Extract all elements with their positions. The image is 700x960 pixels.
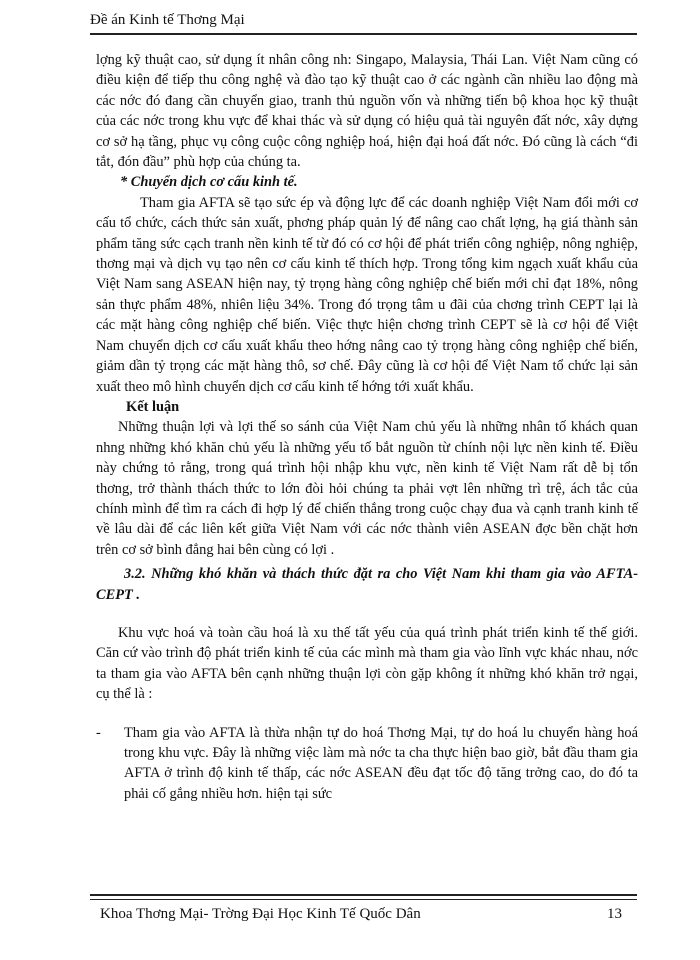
bullet-marker: - [96,724,101,741]
paragraph-4: Khu vực hoá và toàn cầu hoá là xu thế tất yếu của quá trình phát triển kinh tế thế giới. Căn cứ vào trình độ phát triển kinh tế của các mình mà tham gia vào lĩnh vực khác nhau, nớc ta tham gia vào AFTA bên cạnh những thuận lợi còn gặp không ít những khó khăn trở ngại, cụ thể là : [96,624,638,703]
bullet-text-1: Tham gia vào AFTA là thừa nhận tự do hoá Thơng Mại, tự do hoá lu chuyển hàng hoá trong khu vực. Đây là những việc làm mà nớc ta cha thực hiện bao giờ, bắt đầu tham gia AFTA ở trình độ kinh tế thấp, các nớc ASEAN đều đạt tốc độ tăng trởng cao, do đó ta phải cố gắng nhiều hơn. hiện tại sức [124,724,638,802]
bullet-item-1 [96,723,638,805]
header-divider [90,33,637,35]
footer-divider-thin [90,899,637,900]
section-heading-3-2: 3.2. Những khó khăn và thách thức đặt ra cho Việt Nam khi tham gia vào AFTA-CEPT . [96,566,638,603]
conclusion-heading: Kết luận [126,398,180,415]
footer-institution: Khoa Thơng Mại- Trờng Đại Học Kinh Tế Quốc Dân [100,906,421,922]
page-number: 13 [607,906,622,922]
footer-divider-thick [90,894,637,896]
paragraph-3: Những thuận lợi và lợi thế so sánh của Việt Nam chủ yếu là những nhân tố khách quan nhng những khó khăn chủ yếu là những yếu tố bắt nguồn từ chính nội lực nền kinh tế. Điều này chứng tỏ rằng, trong quá trình hội nhập khu vực, nền kinh tế Việt Nam rất dễ bị tổn thơng, trở thành thách thức to lớn đòi hỏi chúng ta phải vợt lên những trì trệ, ách tắc của chính mình để tìm ra cách đi hợp lý để chiến thắng trong cuộc chạy đua và cạnh tranh kinh tế về lâu dài để các liên kết giữa Việt Nam với các nớc thành viên ASEAN đợc bền chặt hơn trên cơ sở bình đẳng hai bên cùng có lợi . [96,419,638,558]
document-body [96,50,638,804]
paragraph-2: Tham gia AFTA sẽ tạo sức ép và động lực để các doanh nghiệp Việt Nam đổi mới cơ cấu tổ chức, cách thức sản xuất, phơng pháp quản lý để nâng cao chất lợng, hạ giá thành sản phẩm tăng sức cạch tranh nền kinh tế từ đó có cơ hội để phát triển công nghiệp, nông nghiệp, thơng mại và dịch vụ tạo nên cơ cấu kinh tế thích hợp. Trong tổng kim ngạch xuất khẩu của Việt Nam sang ASEAN hiện nay, tỷ trọng hàng công nghiệp chế biến mới chỉ đạt 18%, nông sản thực phẩm 48%, nhiên liệu 34%. Trong đó trọng tâm u đãi của chơng trình CEPT lại là các mặt hàng công nghiệp chế biến. Việc thực hiện chơng trình CEPT sẽ là cơ hội để Việt Nam chuyển dịch cơ cấu xuất khẩu theo hớng nâng cao tỷ trọng hàng công nghiệp chế biến, giảm dần tỷ trọng các mặt hàng thô, sơ chế. Đây cũng là cơ hội để Việt Nam tổ chức lại sản xuất theo mô hình chuyển dịch cơ cấu kinh tế hớng tới xuất khẩu. [96,194,638,395]
paragraph-1: lợng kỹ thuật cao, sử dụng ít nhân công nh: Singapo, Malaysia, Thái Lan. Việt Nam cũng có điều kiện để tiếp thu công nghệ và đào tạo kỹ thuật cao ở các ngành cần nhiều lao động mà các nớc đó đang cần chuyển giao, tranh thủ nguồn vốn và những tiến bộ khoa học kỹ thuật của các nớc trong khu vực để khai thác và sử dụng có hiệu quả tài nguyên đất nớc, xây dựng cơ sở hạ tầng, phục vụ công cuộc công nghiệp hoá, hiện đại hoá đất nớc. Đó cũng là cách “đi tắt, đón đầu” phù hợp của chúng ta. [96,52,638,171]
subheading-economic-restructuring: * Chuyển dịch cơ cấu kinh tế. [120,174,298,191]
page-header-title: Đề án Kinh tế Thơng Mại [90,12,245,28]
